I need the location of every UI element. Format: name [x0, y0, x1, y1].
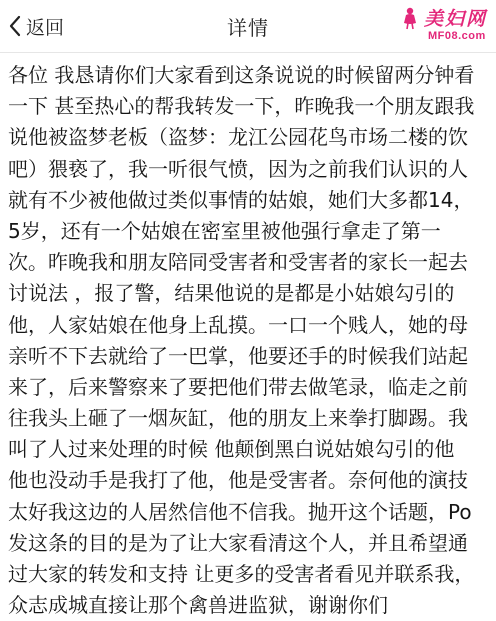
post-line: 吧）猥亵了，我一听很气愤，因为之前我们认识的人 — [8, 156, 468, 181]
post-line: 一下 甚至热心的帮我转发一下，昨晚我一个朋友跟我 — [8, 94, 475, 119]
back-button-label: 返回 — [26, 16, 65, 39]
post-line: 讨说法 ，报了警，结果他说的是都是小姑娘勾引的 — [8, 281, 455, 306]
post-line: 他，人家姑娘在他身上乱摸。一口一个贱人，她的母 — [8, 312, 468, 337]
post-line: 众志成城直接让那个禽兽进监狱，谢谢你们 — [8, 593, 388, 618]
post-line: 5岁，还有一个姑娘在密室里被他强行拿走了第一 — [8, 218, 441, 243]
woman-silhouette-icon — [398, 6, 422, 30]
post-line: 说他被盗梦老板（盗梦：龙江公园花鸟市场二楼的饮 — [8, 125, 468, 150]
post-line: 他也没动手是我打了他，他是受害者。奈何他的演技 — [8, 468, 468, 493]
post-line: 次。昨晚我和朋友陪同受害者和受害者的家长一起去 — [8, 250, 468, 275]
post-line: 亲听不下去就给了一巴掌，他要还手的时候我们站起 — [8, 343, 468, 368]
watermark-subtitle: MF08.com — [428, 30, 486, 42]
watermark-title: 美妇网 — [424, 8, 488, 30]
post-line: 就有不少被他做过类似事情的姑娘，她们大多都14， — [8, 187, 474, 212]
post-line: 过大家的转发和支持 让更多的受害者看见并联系我， — [8, 562, 475, 586]
post-line: 发这条的目的是为了让大家看清这个人，并且希望通 — [8, 530, 468, 555]
post-line: 各位 我恳请你们大家看到这条说说的时候留两分钟看 — [8, 63, 475, 87]
top-navigation-bar — [0, 0, 496, 53]
post-body — [8, 60, 492, 621]
page-title: 详情 — [227, 16, 269, 40]
watermark — [398, 4, 488, 48]
post-line: 太好我这边的人居然信他不信我。抛开这个话题，Po — [8, 499, 472, 524]
post-line: 往我头上砸了一烟灰缸，他的朋友上来拳打脚踢。我 — [8, 406, 468, 431]
post-line: 来了，后来警察来了要把他们带去做笔录，临走之前 — [8, 374, 468, 399]
post-line: 叫了人过来处理的时候 他颠倒黑白说姑娘勾引的他 — [8, 437, 455, 462]
